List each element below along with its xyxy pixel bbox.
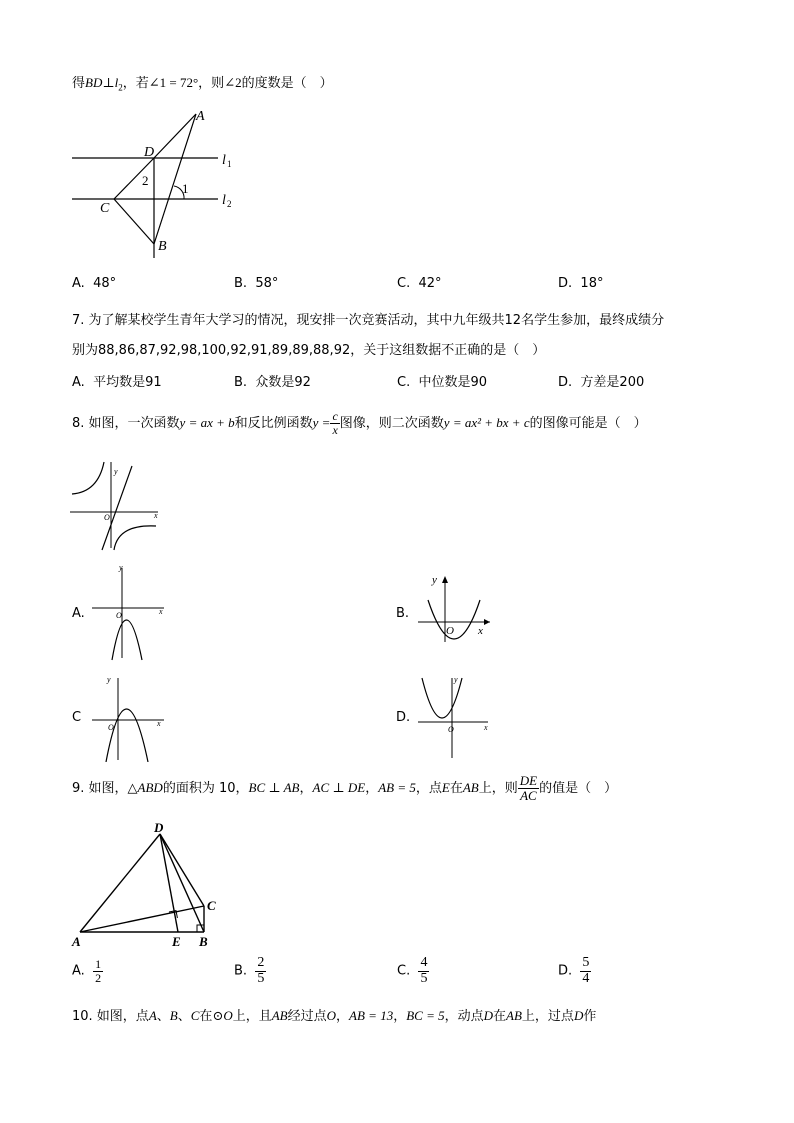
- q9-suffix: 的值是（ ）: [539, 781, 618, 796]
- q10-point-b: B: [169, 1008, 178, 1023]
- label-b: B: [199, 934, 208, 949]
- q8-option-a-letter[interactable]: A.: [72, 606, 85, 621]
- q9-mid3: 在: [449, 781, 463, 796]
- origin-label: O: [448, 725, 454, 734]
- q10-point-a: A: [148, 1008, 157, 1023]
- q8-prefix: 8. 如图，一次函数: [72, 416, 180, 431]
- option-text: 方差是200: [580, 375, 645, 390]
- q10-t8: 在: [493, 1009, 507, 1024]
- q9-segment-ab: AB: [462, 780, 479, 795]
- hyperbola-branch-right: [114, 526, 156, 550]
- q8-option-b-letter[interactable]: B.: [396, 606, 410, 621]
- q9-cond1: BC ⊥ AB: [248, 780, 300, 795]
- frac-den: 5: [420, 970, 428, 986]
- option-letter: C.: [397, 276, 411, 291]
- label-l1: l: [222, 153, 226, 168]
- q6-stem-text: 得: [72, 76, 86, 91]
- q7-option-a[interactable]: [72, 371, 162, 390]
- q8-option-c-graph[interactable]: [90, 670, 170, 762]
- q8-mid1: 和反比例函数: [234, 416, 313, 431]
- q8-inv-num: c: [332, 409, 338, 424]
- q7-option-d[interactable]: [558, 371, 644, 390]
- q8-quad: y = ax² + bx + c: [443, 415, 530, 430]
- option-text: 平均数是91: [93, 375, 162, 390]
- label-a: A: [196, 109, 205, 124]
- option-fraction: [255, 956, 266, 986]
- q9-mid2: ，点: [415, 781, 442, 796]
- q6-stem: [72, 72, 333, 93]
- origin-label: O: [104, 513, 110, 522]
- q6-bd: BD: [85, 75, 103, 90]
- q9-sep1: ，: [299, 781, 313, 796]
- q10-stem: [72, 1005, 596, 1024]
- frac-den: 4: [582, 970, 590, 986]
- option-letter: C.: [397, 375, 411, 390]
- option-letter: A.: [72, 375, 85, 390]
- frac-num: 4: [420, 955, 428, 970]
- q9-frac-den: AC: [520, 788, 537, 803]
- q6-perp: ⊥: [102, 75, 115, 90]
- x-axis-arrow: [484, 619, 490, 625]
- q10-t3: 上，且: [232, 1009, 272, 1024]
- q9-option-c[interactable]: [397, 956, 429, 986]
- q10-s1: 、: [156, 1009, 170, 1024]
- q10-ab: AB: [271, 1008, 288, 1023]
- q7-line1: 7. 为了解某校学生青年大学习的情况，现安排一次竞赛活动，其中九年级共12名学生参加，最终成绩分: [72, 313, 665, 328]
- label-b: B: [158, 239, 167, 254]
- q9-point-e: E: [441, 780, 450, 795]
- option-text: 中位数是90: [418, 375, 488, 390]
- q10-t4: 经过点: [287, 1009, 327, 1024]
- q8-mid2: 图像，则二次函数: [339, 416, 444, 431]
- axis-label-y: y: [454, 675, 458, 684]
- q9-option-d[interactable]: [558, 956, 591, 986]
- label-d: D: [154, 820, 164, 835]
- origin-label: O: [446, 625, 454, 637]
- q9-triangle: △ABD: [127, 780, 163, 795]
- q6-angle1: ∠1 = 72°: [148, 75, 199, 90]
- linear-function-line: [102, 466, 132, 550]
- option-text: 18°: [580, 276, 604, 291]
- segment-cb: [114, 199, 154, 244]
- segment-db: [160, 834, 204, 932]
- q9-cond3: AB = 5: [378, 780, 416, 795]
- q9-option-b[interactable]: [234, 956, 266, 986]
- label-d: D: [144, 145, 155, 160]
- segment-ad: [154, 114, 196, 158]
- option-letter: D.: [558, 375, 573, 390]
- q10-ab2: AB: [506, 1008, 522, 1023]
- q10-circle: ⊙O: [212, 1008, 233, 1023]
- q8-inv-fraction: [330, 410, 339, 436]
- q10-point-c: C: [190, 1008, 200, 1023]
- option-fraction: [580, 956, 591, 986]
- q7-option-c[interactable]: [397, 371, 487, 390]
- option-letter: A.: [72, 963, 85, 979]
- q10-point-d: D: [483, 1008, 494, 1023]
- option-text: 58°: [255, 276, 279, 291]
- q8-reference-graph: [68, 458, 164, 554]
- q10-eq2: BC = 5: [406, 1008, 445, 1023]
- q7-line2: 别为88,86,87,92,98,100,92,91,89,89,88,92，关于这组数据不正确的是（ ）: [72, 343, 546, 358]
- axis-label-x: x: [157, 719, 161, 728]
- q8-option-d-graph[interactable]: [416, 674, 492, 760]
- axis-label-x: x: [159, 607, 163, 616]
- q8-stem: [72, 408, 647, 439]
- y-axis-arrow: [442, 576, 448, 583]
- axis-label-y: y: [114, 467, 118, 476]
- q9-fraction: [518, 774, 539, 802]
- option-letter: A.: [72, 276, 85, 291]
- q10-t1: 10. 如图，点: [72, 1009, 149, 1024]
- option-letter: B.: [234, 276, 248, 291]
- axis-label-x: x: [478, 625, 483, 637]
- q8-option-c-letter[interactable]: C: [72, 710, 82, 725]
- q8-linear: y = ax + b: [179, 415, 235, 430]
- q6-option-d[interactable]: [558, 276, 603, 291]
- option-letter: D.: [558, 963, 573, 979]
- q10-t6: ，: [393, 1009, 407, 1024]
- option-text: 48°: [93, 276, 117, 291]
- q10-t2: 在: [199, 1009, 213, 1024]
- option-fraction: [418, 956, 429, 986]
- label-l2: l: [222, 193, 226, 208]
- option-text: 42°: [418, 276, 442, 291]
- origin-label: O: [108, 723, 114, 732]
- q6-option-b[interactable]: [234, 276, 278, 291]
- axis-label-y: y: [432, 574, 437, 586]
- frac-den: 2: [95, 970, 102, 985]
- frac-den: 5: [257, 970, 265, 986]
- right-angle-mark-e: [169, 911, 177, 918]
- q6-figure: [60, 100, 250, 270]
- q9-sep2: ，: [365, 781, 379, 796]
- label-angle1: 1: [182, 181, 189, 196]
- option-letter: C.: [397, 963, 411, 979]
- q8-option-b-graph[interactable]: [416, 570, 496, 646]
- q10-s2: 、: [177, 1009, 191, 1024]
- option-letter: B.: [234, 375, 248, 390]
- parabola: [422, 678, 462, 718]
- q6-stem-mid: ，若: [122, 76, 149, 91]
- frac-num: 1: [95, 957, 102, 971]
- label-l2-sub: 2: [227, 199, 232, 209]
- q10-point-o: O: [326, 1008, 337, 1023]
- option-letter: B.: [234, 963, 248, 979]
- q8-option-d-letter[interactable]: D.: [396, 710, 411, 725]
- label-e: E: [172, 934, 181, 949]
- axis-label-x: x: [154, 511, 158, 520]
- hyperbola-branch-left: [72, 462, 104, 494]
- segment-ab: [154, 114, 196, 244]
- q6-stem-end: 的度数是（ ）: [241, 76, 333, 91]
- q9-cond2: AC ⊥ DE: [312, 780, 366, 795]
- option-letter: D.: [558, 276, 573, 291]
- q9-stem: [72, 772, 617, 805]
- option-fraction: [93, 958, 103, 984]
- label-c: C: [100, 201, 110, 216]
- q9-mid1: 的面积为 10，: [162, 781, 249, 796]
- q6-l-sub: 2: [118, 82, 123, 93]
- parabola: [112, 620, 142, 660]
- q6-option-c[interactable]: [397, 276, 442, 291]
- q9-prefix: 9. 如图，: [72, 781, 128, 796]
- q10-point-d2: D: [573, 1008, 584, 1023]
- frac-num: 5: [582, 955, 590, 970]
- q10-eq1: AB = 13: [349, 1008, 394, 1023]
- q10-t10: 作: [583, 1009, 597, 1024]
- q6-l: l: [114, 75, 119, 90]
- label-c: C: [207, 898, 216, 913]
- label-a: A: [72, 934, 81, 949]
- q10-t5: ，: [336, 1009, 350, 1024]
- axis-label-y: y: [119, 563, 123, 572]
- q6-stem-mid2: ，则: [198, 76, 225, 91]
- q10-t7: ，动点: [444, 1009, 484, 1024]
- origin-label: O: [116, 611, 122, 620]
- q10-t9: 上，过点: [521, 1009, 574, 1024]
- axis-label-y: y: [107, 675, 111, 684]
- q6-option-a[interactable]: [72, 276, 116, 291]
- q8-inv-lhs: y =: [312, 415, 331, 430]
- axis-label-x: x: [484, 723, 488, 732]
- label-l1-sub: 1: [227, 159, 232, 169]
- q8-suffix: 的图像可能是（ ）: [529, 416, 647, 431]
- q7-option-b[interactable]: [234, 371, 311, 390]
- q9-figure: [66, 818, 236, 954]
- q9-frac-num: DE: [519, 773, 538, 789]
- q9-option-a[interactable]: [72, 958, 103, 984]
- parabola: [428, 600, 480, 639]
- parabola: [106, 709, 148, 762]
- q8-option-a-graph[interactable]: [90, 562, 170, 662]
- label-angle2: 2: [142, 173, 149, 188]
- q9-mid4: 上，则: [478, 781, 518, 796]
- q8-inv-den: x: [332, 423, 338, 437]
- frac-num: 2: [257, 955, 265, 970]
- q6-angle2: ∠2: [224, 75, 242, 90]
- option-text: 众数是92: [255, 375, 311, 390]
